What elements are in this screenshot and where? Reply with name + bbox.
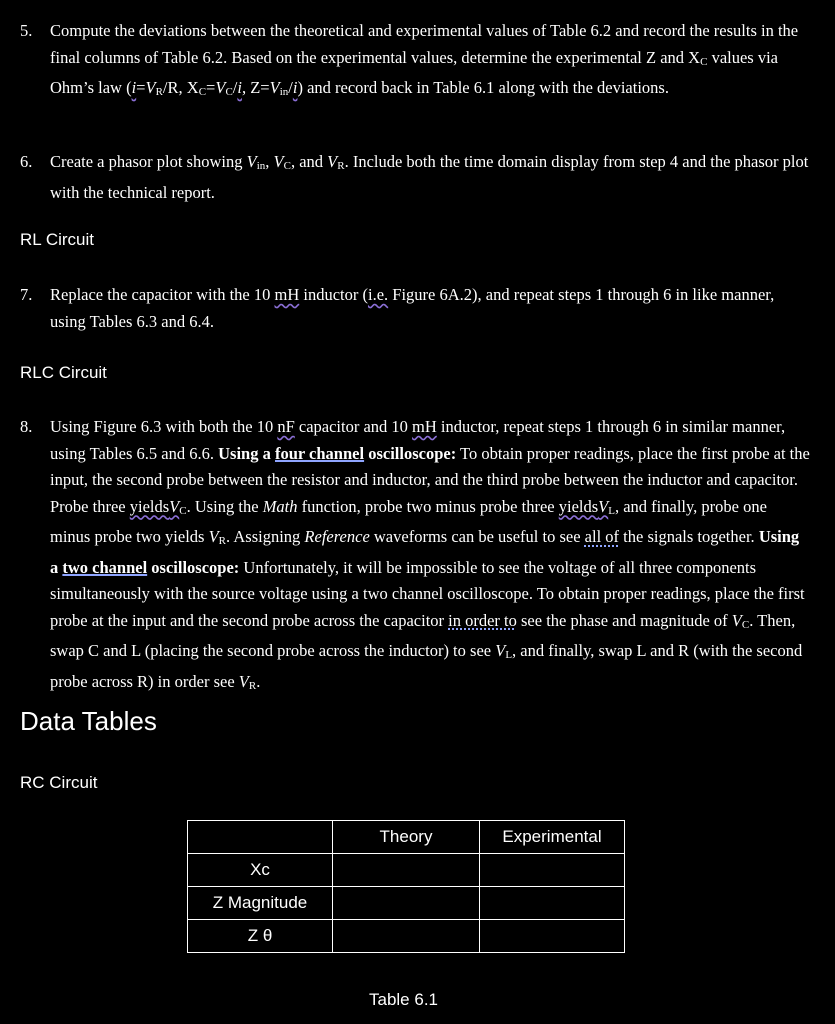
table-row [188,920,625,953]
step-5 [20,18,810,106]
table-row-label: Xc [188,854,333,887]
step-7 [20,282,810,335]
table-header-cell: Experimental [480,821,625,854]
step-number: 6. [20,152,33,171]
table-cell-experimental [480,920,625,953]
step-number: 8. [20,417,33,436]
step-text: Replace the capacitor with the 10 mH inductor (i.e. Figure 6A.2), and repeat steps 1 through 6 in like manner, using Tables 6.3 and 6.4. [50,285,775,331]
table-cell-theory [333,887,480,920]
heading-rlc-circuit: RLC Circuit [20,363,107,382]
step-8 [20,414,810,699]
table-cell-theory [333,920,480,953]
data-table-6-1 [187,820,625,953]
step-number: 5. [20,21,33,40]
step-number: 7. [20,285,33,304]
step-6 [20,149,810,206]
heading-rc-circuit: RC Circuit [20,773,98,792]
table-cell-experimental [480,854,625,887]
heading-rl-circuit: RL Circuit [20,230,94,249]
table-row-label: Z θ [188,920,333,953]
heading-data-tables: Data Tables [20,706,157,736]
table-header-cell [188,821,333,854]
table-caption: Table 6.1 [369,990,438,1009]
table-cell-theory [333,854,480,887]
table-header-cell: Theory [333,821,480,854]
table-row [188,887,625,920]
table-row-label: Z Magnitude [188,887,333,920]
step-text: Compute the deviations between the theoretical and experimental values of Table 6.2 and record the results in the final columns of Table 6.2. Based on the experimental values, determine the experimental Z and XC values via Ohm’s law (i=VR/R, XC=VC/i, Z=Vin/i) and record back in Table 6.1 along with the deviations. [50,21,799,98]
table-row [188,854,625,887]
step-text: Using Figure 6.3 with both the 10 nF capacitor and 10 mH inductor, repeat steps 1 through 6 in similar manner, using Tables 6.5 and 6.6. Using a four channel oscilloscope: To obtain proper readings, place the first probe at the input, the second probe between the resistor and inductor, and the third probe between the inductor and capacitor. Probe three yieldsVC. Using the Math function, probe two minus probe three yieldsVL, and finally, probe one minus probe two yields VR. Assigning Reference waveforms can be useful to see all of the signals together. Using a two channel oscilloscope: Unfortunately, it will be impossible to see the voltage of all three components simultaneously with the source voltage using a two channel oscilloscope. To obtain proper readings, place the first probe at the input and the second probe across the capacitor in order to see the phase and magnitude of VC. Then, swap C and L (placing the second probe across the inductor) to see VL, and finally, swap L and R (with the second probe across R) in order see VR. [50,417,810,692]
table-header-row [188,821,625,854]
table-cell-experimental [480,887,625,920]
step-text: Create a phasor plot showing Vin, VC, and VR. Include both the time domain display from step 4 and the phasor plot with the technical report. [50,152,809,202]
